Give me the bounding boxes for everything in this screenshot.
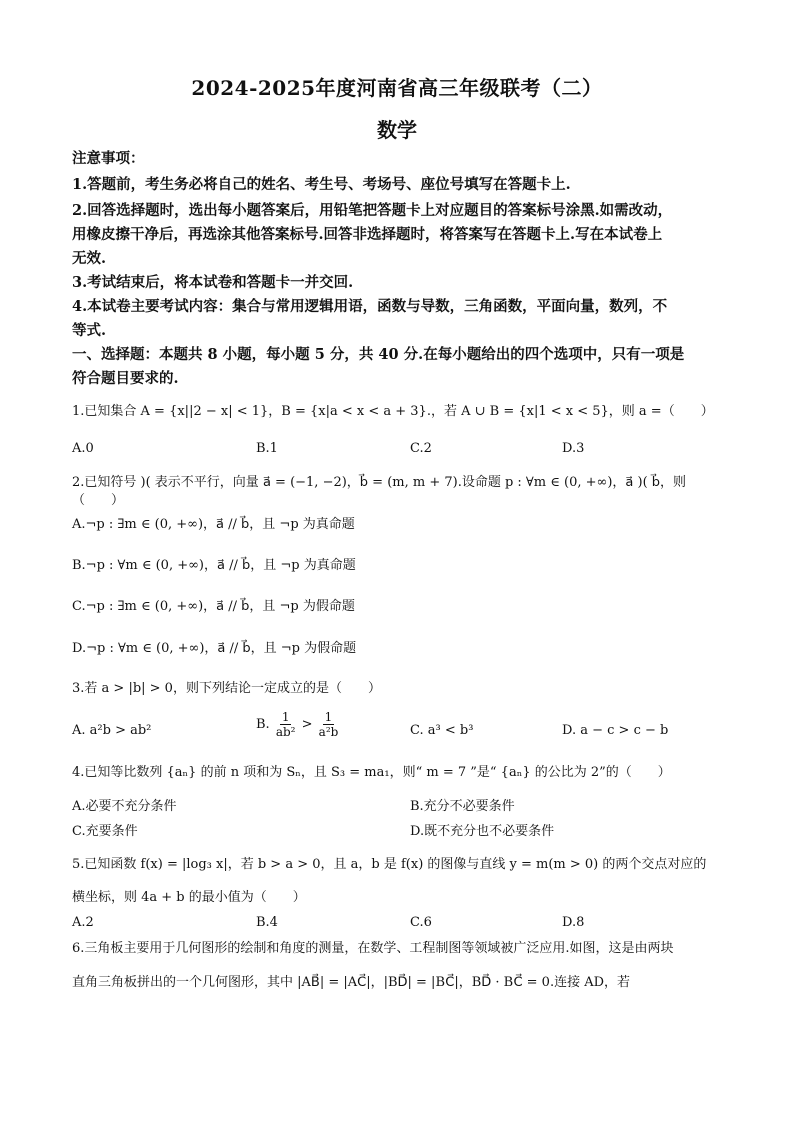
question-1-option-a: A.0 bbox=[72, 441, 94, 456]
section-heading-line-2: 符合题目要求的. bbox=[72, 370, 179, 387]
fraction-left-denominator: ab² bbox=[275, 725, 296, 739]
question-5-stem-line-1: 5.已知函数 f(x) = |log₃ x|，若 b > a > 0，且 a，b 是 f(x) 的图像与直线 y = m(m > 0) 的两个交点对应的 bbox=[72, 857, 707, 872]
notice-item-2-line-1: 2.回答选择题时，选出每小题答案后，用铅笔把答题卡上对应题目的答案标号涂黑.如需改动， bbox=[72, 202, 673, 219]
question-1-option-b: B.1 bbox=[256, 441, 278, 456]
question-4-option-c: C.充要条件 bbox=[72, 824, 138, 839]
question-2-stem: 2.已知符号 )( 表示不平行，向量 a⃗ = (−1, −2)，b⃗ = (m, m + 7).设命题 p : ∀m ∈ (0, +∞)，a⃗ )( b⃗，则（ ） bbox=[72, 475, 687, 508]
question-2-option-c: C.¬p : ∃m ∈ (0, +∞)，a⃗ // b⃗，且 ¬p 为假命题 bbox=[72, 599, 355, 614]
question-2-option-b: B.¬p : ∀m ∈ (0, +∞)，a⃗ // b⃗，且 ¬p 为真命题 bbox=[72, 558, 356, 573]
question-3-option-b-label: B. bbox=[256, 717, 270, 732]
question-2-option-d: D.¬p : ∀m ∈ (0, +∞)，a⃗ // b⃗，且 ¬p 为假命题 bbox=[72, 641, 357, 656]
fraction-right bbox=[317, 710, 341, 739]
notice-heading: 注意事项： bbox=[72, 150, 145, 167]
question-4-option-a: A.必要不充分条件 bbox=[72, 799, 177, 814]
question-3-stem: 3.若 a > |b| > 0，则下列结论一定成立的是（ ） bbox=[72, 681, 381, 696]
question-3-option-b bbox=[256, 710, 340, 739]
question-4-option-d: D.既不充分也不必要条件 bbox=[410, 824, 555, 839]
notice-item-4-line-1: 4.本试卷主要考试内容：集合与常用逻辑用语，函数与导数，三角函数，平面向量，数列，不 bbox=[72, 298, 668, 315]
fraction-right-denominator: a²b bbox=[318, 725, 339, 739]
question-4-option-b: B.充分不必要条件 bbox=[410, 799, 515, 814]
notice-item-2-line-2: 用橡皮擦干净后，再选涂其他答案标号.回答非选择题时，将答案写在答题卡上.写在本试卷上 bbox=[72, 226, 663, 243]
question-3-option-d: D. a − c > c − b bbox=[562, 723, 669, 738]
question-5-option-a: A.2 bbox=[72, 915, 94, 930]
question-1-stem: 1.已知集合 A = {x||2 − x| < 1}，B = {x|a < x < a + 3}.，若 A ∪ B = {x|1 < x < 5}，则 a =（ ） bbox=[72, 404, 714, 419]
fraction-right-numerator: 1 bbox=[324, 710, 333, 724]
question-6-stem-line-2: 直角三角板拼出的一个几何图形，其中 |AB⃗| = |AC⃗|，|BD⃗| = |BC⃗|，BD⃗ · BC⃗ = 0.连接 AD，若 bbox=[72, 975, 631, 990]
greater-than-sign: > bbox=[301, 717, 313, 732]
notice-item-4-line-2: 等式. bbox=[72, 322, 107, 339]
question-5-stem-line-2: 横坐标，则 4a + b 的最小值为（ ） bbox=[72, 890, 306, 905]
question-2-option-a: A.¬p : ∃m ∈ (0, +∞)，a⃗ // b⃗，且 ¬p 为真命题 bbox=[72, 517, 355, 532]
subject-title: 数学 bbox=[377, 118, 417, 142]
question-5-option-c: C.6 bbox=[410, 915, 432, 930]
question-3-option-c: C. a³ < b³ bbox=[410, 723, 474, 738]
section-heading-line-1: 一、选择题：本题共 8 小题，每小题 5 分，共 40 分.在每小题给出的四个选项中，只有一项是 bbox=[72, 346, 685, 363]
question-3-option-a: A. a²b > ab² bbox=[72, 723, 152, 738]
notice-item-3: 3.考试结束后，将本试卷和答题卡一并交回. bbox=[72, 274, 354, 291]
exam-title: 2024-2025年度河南省高三年级联考（二） bbox=[191, 76, 603, 100]
notice-item-1: 1.答题前，考生务必将自己的姓名、考生号、考场号、座位号填写在答题卡上. bbox=[72, 176, 571, 193]
question-1-option-c: C.2 bbox=[410, 441, 432, 456]
question-1-option-d: D.3 bbox=[562, 441, 585, 456]
fraction-left bbox=[274, 710, 298, 739]
question-4-stem: 4.已知等比数列 {aₙ} 的前 n 项和为 Sₙ，且 S₃ = ma₁，则“ m = 7 ”是“ {aₙ} 的公比为 2”的（ ） bbox=[72, 765, 671, 780]
question-5-option-b: B.4 bbox=[256, 915, 278, 930]
question-5-option-d: D.8 bbox=[562, 915, 585, 930]
fraction-left-numerator: 1 bbox=[281, 710, 290, 724]
notice-item-2-line-3: 无效. bbox=[72, 250, 107, 267]
question-6-stem-line-1: 6.三角板主要用于几何图形的绘制和角度的测量，在数学、工程制图等领域被广泛应用.如图，这是由两块 bbox=[72, 941, 674, 956]
